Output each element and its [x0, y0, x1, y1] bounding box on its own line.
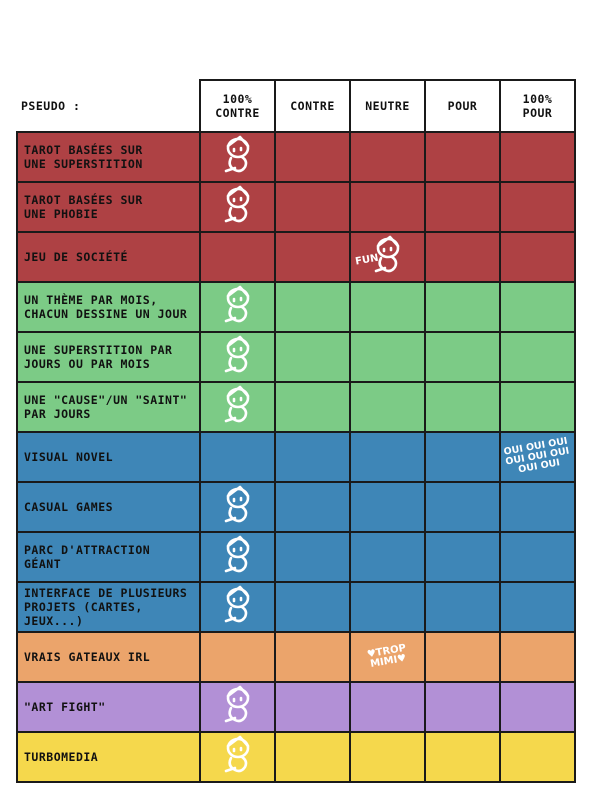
row-label: VISUAL NOVEL [17, 432, 200, 482]
poll-row [17, 432, 575, 482]
vote-note: FUN [354, 252, 380, 268]
vote-cell-neutre[interactable] [350, 632, 425, 682]
vote-cell-100-contre[interactable] [200, 582, 275, 632]
row-label: TAROT BASÉES SUR UNE PHOBIE [17, 182, 200, 232]
vote-cell-100-contre[interactable] [200, 482, 275, 532]
vote-cell-pour[interactable] [425, 632, 500, 682]
poll-row [17, 732, 575, 782]
vote-cell-100-pour[interactable] [500, 482, 575, 532]
vote-doodle-icon [216, 284, 260, 330]
vote-cell-100-pour[interactable] [500, 232, 575, 282]
vote-cell-contre[interactable] [275, 382, 350, 432]
vote-cell-neutre[interactable] [350, 432, 425, 482]
vote-cell-100-contre[interactable] [200, 632, 275, 682]
vote-cell-contre[interactable] [275, 332, 350, 382]
poll-row [17, 482, 575, 532]
row-label: UNE SUPERSTITION PAR JOURS OU PAR MOIS [17, 332, 200, 382]
vote-mark [201, 483, 274, 531]
poll-row [17, 382, 575, 432]
vote-cell-100-contre[interactable] [200, 332, 275, 382]
vote-cell-contre[interactable] [275, 282, 350, 332]
vote-cell-100-contre[interactable] [200, 232, 275, 282]
vote-cell-pour[interactable] [425, 382, 500, 432]
poll-table [16, 79, 576, 783]
row-label: TAROT BASÉES SUR UNE SUPERSTITION [17, 132, 200, 182]
vote-cell-pour[interactable] [425, 532, 500, 582]
row-label: CASUAL GAMES [17, 482, 200, 532]
row-label: JEU DE SOCIÉTÉ [17, 232, 200, 282]
vote-cell-contre[interactable] [275, 732, 350, 782]
vote-cell-contre[interactable] [275, 232, 350, 282]
vote-cell-100-pour[interactable] [500, 282, 575, 332]
vote-cell-pour[interactable] [425, 482, 500, 532]
vote-cell-contre[interactable] [275, 632, 350, 682]
row-label: "ART FIGHT" [17, 682, 200, 732]
poll-row [17, 532, 575, 582]
vote-cell-pour[interactable] [425, 432, 500, 482]
vote-mark [201, 583, 274, 631]
vote-cell-pour[interactable] [425, 232, 500, 282]
vote-cell-neutre[interactable] [350, 232, 425, 282]
poll-row [17, 282, 575, 332]
vote-cell-contre[interactable] [275, 482, 350, 532]
vote-cell-100-pour[interactable] [500, 382, 575, 432]
vote-cell-100-pour[interactable] [500, 582, 575, 632]
vote-doodle-icon [216, 134, 260, 180]
vote-mark [201, 133, 274, 181]
row-label: VRAIS GATEAUX IRL [17, 632, 200, 682]
vote-cell-neutre[interactable] [350, 132, 425, 182]
poll-row [17, 632, 575, 682]
row-label: INTERFACE DE PLUSIEURS PROJETS (CARTES, JEUX...) [17, 582, 200, 632]
vote-cell-pour[interactable] [425, 282, 500, 332]
pseudo-label: PSEUDO : [17, 80, 200, 132]
vote-cell-pour[interactable] [425, 732, 500, 782]
column-header-neutre: NEUTRE [350, 80, 425, 132]
vote-mark [201, 283, 274, 331]
poll-row [17, 132, 575, 182]
row-label: UN THÈME PAR MOIS, CHACUN DESSINE UN JOUR [17, 282, 200, 332]
vote-note: OUI OUI OUI OUI OUI OUI OUI OUI [502, 435, 571, 476]
vote-cell-pour[interactable] [425, 682, 500, 732]
vote-cell-neutre[interactable] [350, 682, 425, 732]
vote-cell-100-pour[interactable] [500, 432, 575, 482]
poll-row [17, 232, 575, 282]
vote-cell-100-contre[interactable] [200, 432, 275, 482]
vote-cell-100-pour[interactable] [500, 182, 575, 232]
vote-doodle-icon [216, 334, 260, 380]
vote-cell-contre[interactable] [275, 432, 350, 482]
vote-doodle-icon [216, 184, 260, 230]
vote-cell-neutre[interactable] [350, 482, 425, 532]
vote-cell-contre[interactable] [275, 182, 350, 232]
vote-cell-contre[interactable] [275, 582, 350, 632]
header-row [17, 80, 575, 132]
vote-cell-contre[interactable] [275, 682, 350, 732]
vote-mark [201, 383, 274, 431]
row-label: TURBOMEDIA [17, 732, 200, 782]
row-label: PARC D'ATTRACTION GÉANT [17, 532, 200, 582]
poll-row [17, 182, 575, 232]
vote-mark [201, 683, 274, 731]
vote-cell-neutre[interactable] [350, 282, 425, 332]
column-header-100-pour: 100% POUR [500, 80, 575, 132]
column-header-contre: CONTRE [275, 80, 350, 132]
vote-cell-pour[interactable] [425, 332, 500, 382]
vote-cell-100-contre[interactable] [200, 382, 275, 432]
vote-cell-100-contre[interactable] [200, 132, 275, 182]
column-header-pour: POUR [425, 80, 500, 132]
vote-mark [201, 733, 274, 781]
vote-note: ♥TROP MIMI♥ [366, 642, 408, 671]
vote-cell-100-contre[interactable] [200, 682, 275, 732]
vote-mark [201, 183, 274, 231]
vote-doodle-icon [216, 384, 260, 430]
vote-cell-100-contre[interactable] [200, 732, 275, 782]
vote-doodle-icon [216, 584, 260, 630]
vote-cell-pour[interactable] [425, 582, 500, 632]
vote-cell-neutre[interactable] [350, 532, 425, 582]
poll-row [17, 582, 575, 632]
vote-cell-100-pour[interactable] [500, 632, 575, 682]
vote-cell-100-pour[interactable] [500, 332, 575, 382]
vote-cell-contre[interactable] [275, 532, 350, 582]
vote-doodle-icon [216, 534, 260, 580]
vote-cell-neutre[interactable] [350, 182, 425, 232]
vote-cell-100-contre[interactable] [200, 532, 275, 582]
vote-cell-neutre[interactable] [350, 732, 425, 782]
vote-cell-100-pour[interactable] [500, 132, 575, 182]
row-label: UNE "CAUSE"/UN "SAINT" PAR JOURS [17, 382, 200, 432]
vote-mark [201, 533, 274, 581]
vote-cell-100-pour[interactable] [500, 682, 575, 732]
vote-doodle-icon [216, 734, 260, 780]
vote-cell-100-contre[interactable] [200, 182, 275, 232]
vote-cell-neutre[interactable] [350, 332, 425, 382]
vote-cell-pour[interactable] [425, 182, 500, 232]
column-header-100-contre: 100% CONTRE [200, 80, 275, 132]
poll-row [17, 332, 575, 382]
vote-doodle-icon [216, 484, 260, 530]
vote-cell-100-pour[interactable] [500, 532, 575, 582]
vote-doodle-icon [216, 684, 260, 730]
vote-cell-100-contre[interactable] [200, 282, 275, 332]
vote-cell-contre[interactable] [275, 132, 350, 182]
vote-cell-pour[interactable] [425, 132, 500, 182]
vote-cell-neutre[interactable] [350, 382, 425, 432]
poll-row [17, 682, 575, 732]
vote-cell-neutre[interactable] [350, 582, 425, 632]
vote-mark [201, 333, 274, 381]
vote-cell-100-pour[interactable] [500, 732, 575, 782]
